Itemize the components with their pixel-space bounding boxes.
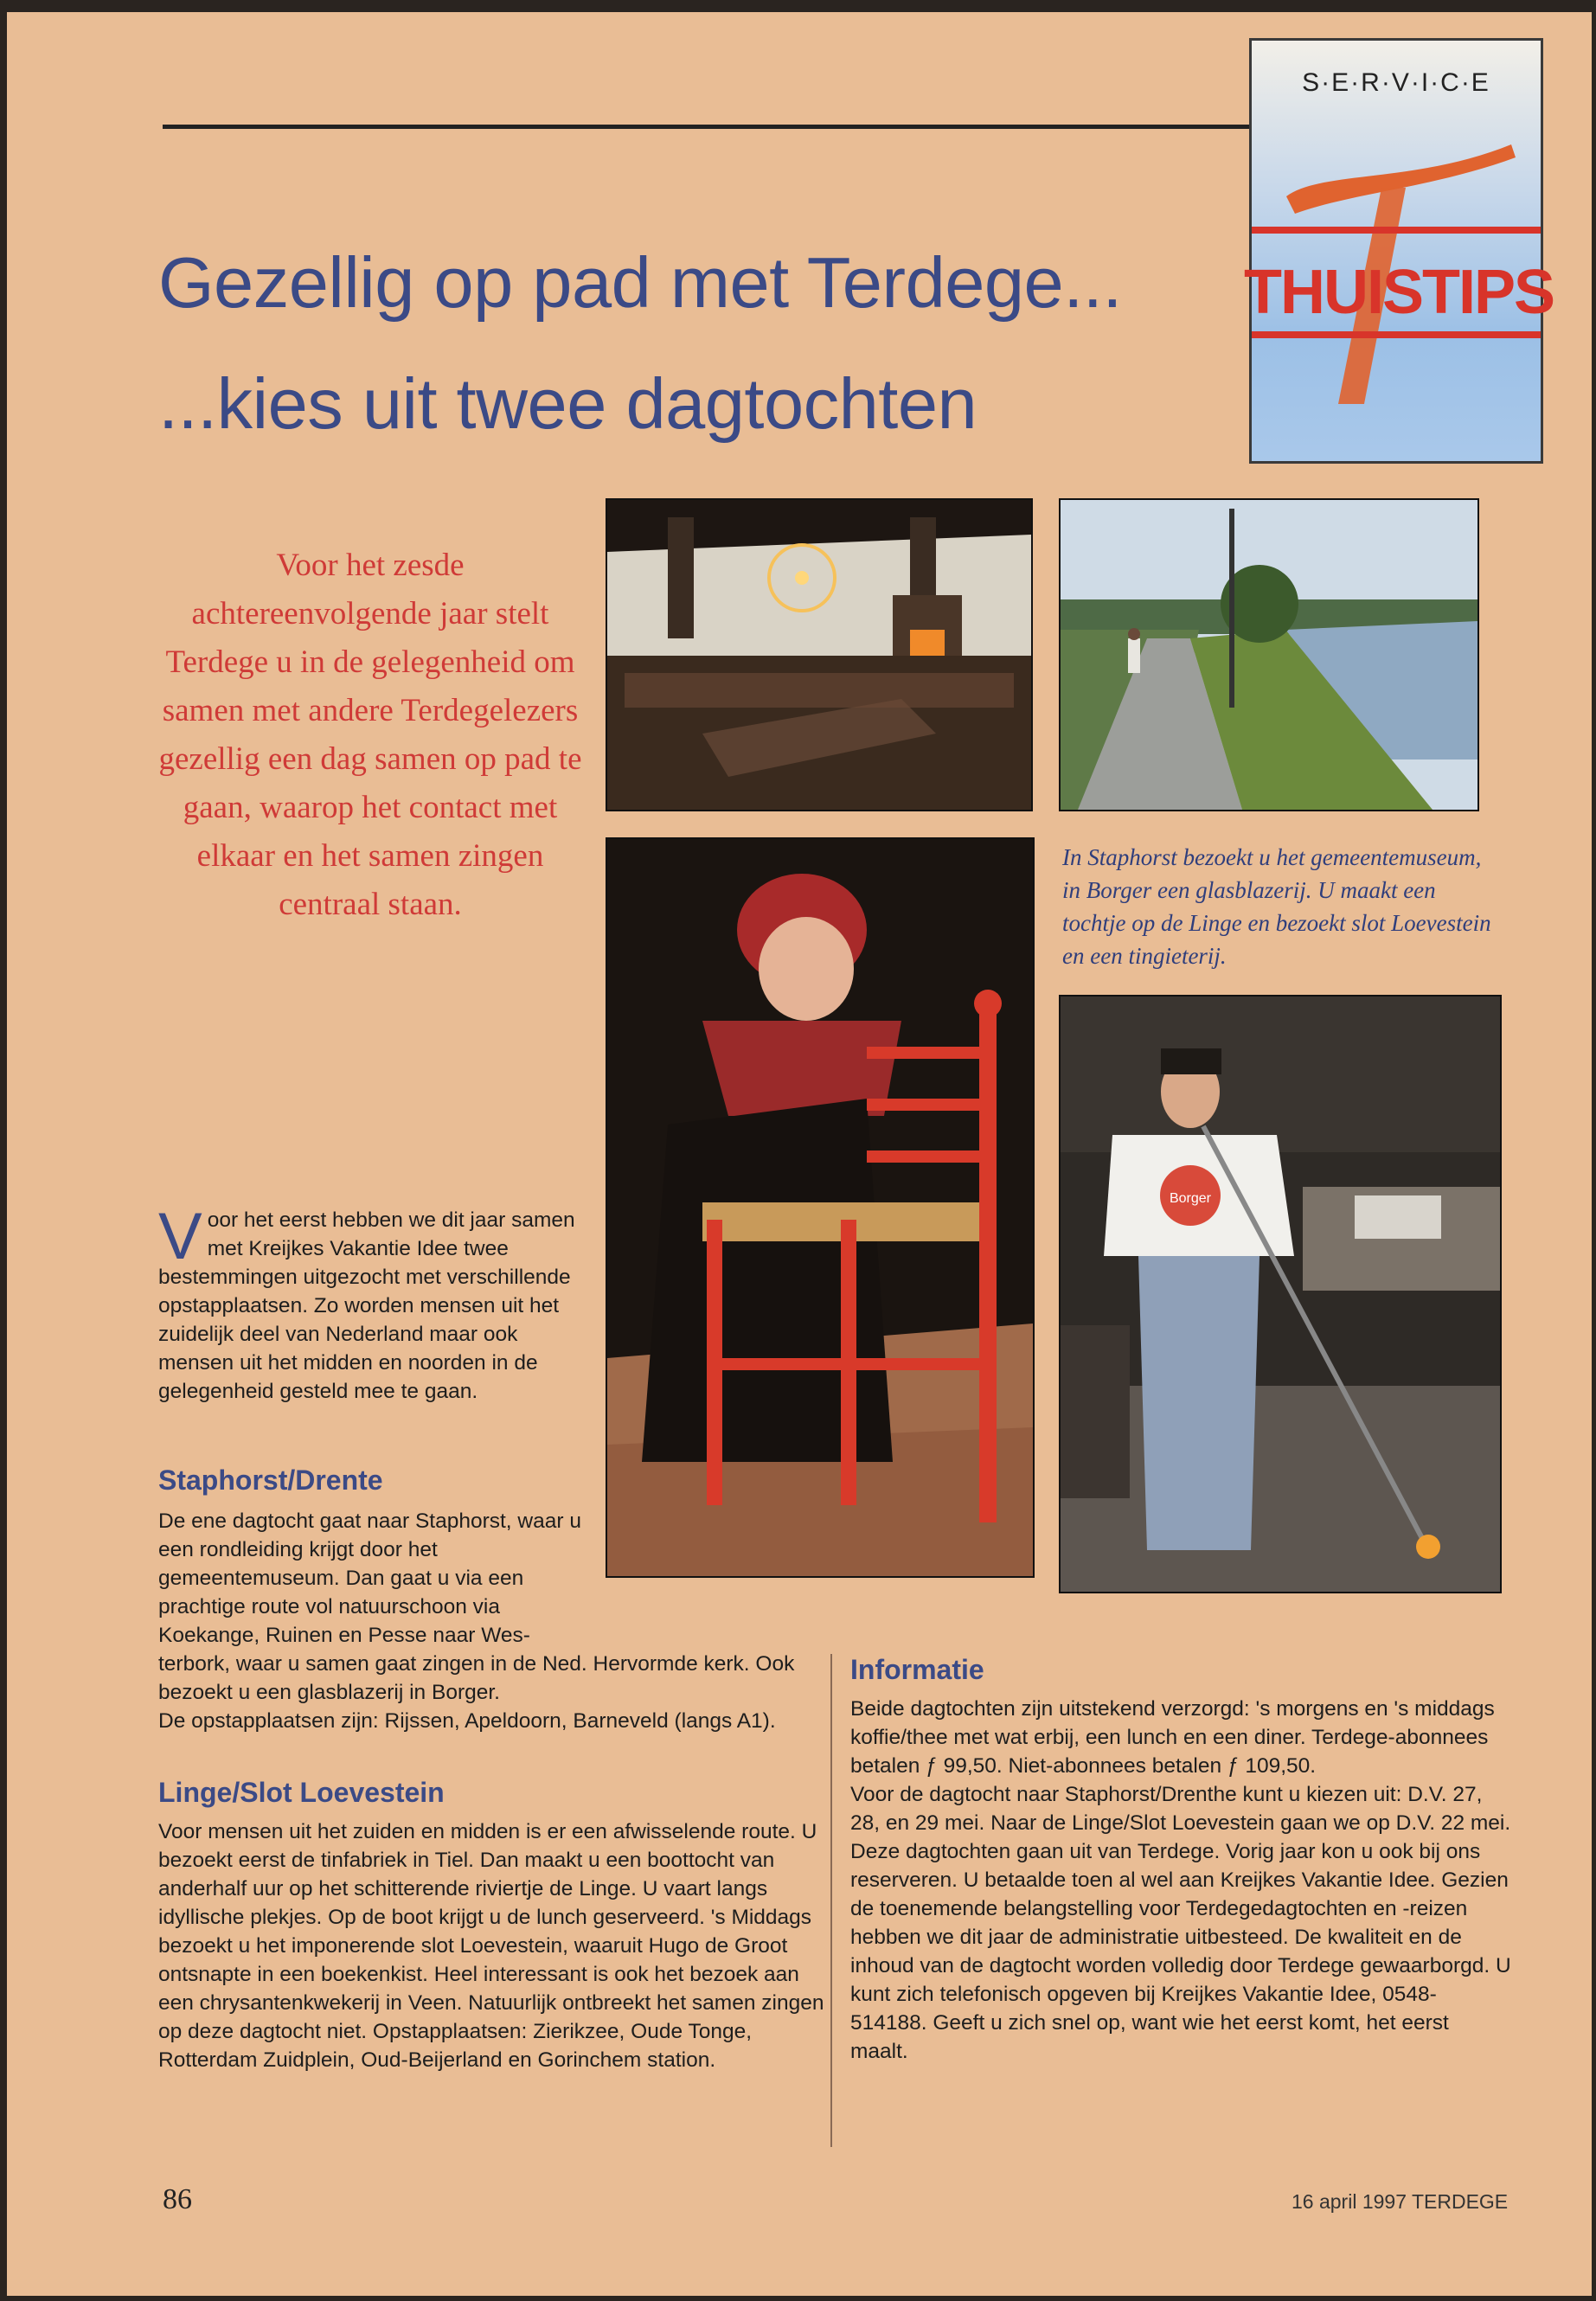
heading-informatie: Informatie [850,1654,984,1685]
logo-service-label: S·E·R·V·I·C·E [1302,68,1490,97]
heading-loevestein: Linge/Slot Loevestein [158,1777,445,1808]
intro-text: Voor het zesde achtereenvolgende jaar stelt Terdege u in de gelegenheid om samen met andere Terdegelezers gezellig een dag samen op pad te gaan, waarop het contact met elkaar en het samen zingen centraal staan. [158,548,582,922]
staphorst-text-b: terbork, waar u samen gaat zingen in de Ned. Hervormde kerk. Ook bezoekt u een glasblazerij in Borger. [158,1652,795,1704]
top-rule [163,125,1261,129]
thuistips-logo [1243,38,1554,464]
issue-footer: 16 april 1997 TERDEGE [1292,2190,1509,2213]
staphorst-text-a: De ene dagtocht gaat naar Staphorst, waar u een rondleiding krijgt door het gemeentemuseum. Dan gaat u via een prachtige route vol natuurschoon via Koekange, Ruinen en Pesse naar Wes- [158,1509,581,1647]
page-number: 86 [163,2183,192,2215]
page-title-line2: ...kies uit twee dagtochten [158,363,977,444]
info-paragraph-1: Beide dagtochten zijn uitstekend verzorgd: 's morgens en 's middags koffie/thee met wat erbij, een lunch en een diner. Terdege-abonnees betalen ƒ 99,50. Niet-abonnees betalen ƒ 109,50. [850,1697,1495,1778]
logo-wordmark: THUISTIPS [1243,258,1554,327]
photo-child-chair [606,837,1035,1578]
dropcap: V [158,1200,202,1273]
page-title-line1: Gezellig op pad met Terdege... [158,242,1122,323]
info-paragraph-3: Deze dagtochten gaan uit van Terdege. Vorig jaar kon u ook bij ons reserveren. U betaalde toen al wel aan Kreijkes Vakantie Idee. Gezien de toenemende belangstelling voor Terdegedagtochten en -reizen hebben we dit jaar de administratie uitbesteed. De kwaliteit en de inhoud van de dagtocht worden volledig door Terdege gewaarborgd. U kunt zich telefonisch opgeven bij Kreijkes Vakantie Idee, 0548-514188. Geeft u zich snel op, want wie het eerst komt, het eerst maalt. [850,1840,1511,2063]
column-divider [830,1654,832,2147]
info-paragraph-2: Voor de dagtocht naar Staphorst/Drenthe kunt u kiezen uit: D.V. 27, 28, en 29 mei. Naar de Linge/Slot Loevestein gaan we op D.V. 22 mei. [850,1783,1511,1835]
glassblower-shirt-text: Borger [1169,1191,1212,1206]
photo-caption: In Staphorst bezoekt u het gemeentemuseum, in Borger een glasblazerij. U maakt een tochtje op de Linge en bezoekt slot Loevestein en een tingieterij. [1062,844,1491,969]
logo-t-icon [1252,41,1541,461]
loevestein-text: Voor mensen uit het zuiden en midden is er een afwisselende route. U bezoekt eerst de tinfabriek in Tiel. Dan maakt u een boottocht van anderhalf uur op het schitterende riviertje de Linge. U vaart langs idyllische plekjes. Op de boot krijgt u de lunch geserveerd. 's Middags bezoekt u het imponerende slot Loevestein, waaruit Hugo de Groot ontsnapte in een boekenkist. Heel interessant is ook het bezoek aan een chrysantenkwekerij in Veen. Natuurlijk ontbreekt het samen zingen op deze dagtocht niet. Opstapplaatsen: Zierikzee, Oude Tonge, Rotterdam Zuidplein, Oud-Beijerland en Gorinchem station. [158,1820,824,2072]
photo-castle-hall [606,498,1033,811]
photo-glassblower [1059,995,1502,1593]
staphorst-text-block [158,1650,842,1735]
photo-river-cyclist [1059,498,1479,811]
staphorst-text-c: De opstapplaatsen zijn: Rijssen, Apeldoorn, Barneveld (langs A1). [158,1709,776,1733]
magazine-page [7,12,1592,2296]
heading-staphorst: Staphorst/Drente [158,1465,383,1496]
informatie-block [850,1695,1512,2066]
lead-paragraph [158,1200,598,1406]
lead-text: oor het eerst hebben we dit jaar samen met Kreijkes Vakantie Idee twee bestemmingen uitgezocht met verschillende opstapplaatsen. Zo worden mensen uit het zuidelijk deel van Nederland maar ook mensen uit het midden en noorden in de gelegenheid gesteld mee te gaan. [158,1208,575,1403]
